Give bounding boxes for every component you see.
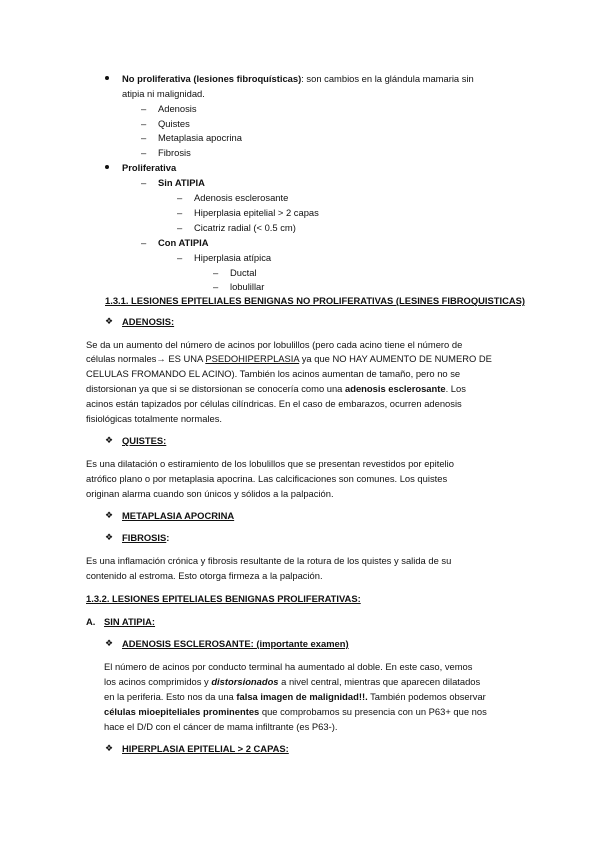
bullet-icon bbox=[105, 76, 109, 80]
no-proliferativa-label: No proliferativa (lesiones fibroquísticas) bbox=[122, 73, 302, 84]
bullet-icon bbox=[105, 165, 109, 169]
list-item-fibrosis: Fibrosis bbox=[158, 147, 191, 158]
list-item-adenosis-esclerosante: Adenosis esclerosante bbox=[194, 192, 289, 203]
list-item-lobulillar: lobulillar bbox=[230, 281, 265, 292]
fibrosis-title: FIBROSIS: bbox=[122, 532, 170, 543]
section-heading-131: 1.3.1. LESIONES EPITELIALES BENIGNAS NO PROLIFERATIVAS (LESINES FIBROQUISTICAS) bbox=[105, 295, 526, 306]
no-proliferativa-line2: atipia ni malignidad. bbox=[122, 88, 205, 99]
fibrosis-line1: Es una inflamación crónica y fibrosis resultante de la rotura de los quistes y salida de su bbox=[86, 555, 452, 566]
ae-line4: células mioepiteliales prominentes que comprobamos su presencia con un P63+ que nos bbox=[104, 706, 487, 717]
dash-icon: – bbox=[213, 281, 219, 292]
ae-line2: los acinos comprimidos y distorsionados a nivel central, mientras que aparecen dilatados bbox=[104, 676, 481, 687]
dash-icon: – bbox=[141, 103, 147, 114]
subsection-a-letter: A. bbox=[86, 616, 96, 627]
adenosis-line5: acinos están tapizados por células cilíndricas. En el caso de embarazos, ocurren adenosis bbox=[86, 398, 462, 409]
list-item-metaplasia: Metaplasia apocrina bbox=[158, 132, 242, 143]
adenosis-line3: CELULAS FROMANDO EL ACINO). También los acinos aumentan de tamaño, pero no se bbox=[86, 368, 461, 379]
dash-icon: – bbox=[213, 267, 219, 278]
ae-line5: hace el D/D con el cáncer de mama infiltrante (es P63-). bbox=[104, 721, 338, 732]
no-proliferativa-line: No proliferativa (lesiones fibroquísticas): son cambios en la glándula mamaria sin bbox=[122, 73, 474, 84]
quistes-line2: atrófico plano o por metaplasia apocrina. Las calcificaciones son comunes. Los quistes bbox=[86, 473, 448, 484]
diamond-icon: ❖ bbox=[105, 316, 114, 326]
section-heading-132: 1.3.2. LESIONES EPITELIALES BENIGNAS PROLIFERATIVAS: bbox=[86, 593, 361, 604]
dash-icon: – bbox=[141, 177, 147, 188]
diamond-icon: ❖ bbox=[105, 510, 114, 520]
diamond-icon: ❖ bbox=[105, 638, 114, 648]
proliferativa-label: Proliferativa bbox=[122, 162, 177, 173]
dash-icon: – bbox=[141, 147, 147, 158]
adenosis-line4: distorsionan ya que si se distorsionan se conocería como una adenosis esclerosante. Los bbox=[86, 383, 466, 394]
dash-icon: – bbox=[141, 237, 147, 248]
adenosis-title: ADENOSIS: bbox=[122, 316, 175, 327]
list-item-cicatriz: Cicatriz radial (< 0.5 cm) bbox=[194, 222, 296, 233]
sin-atipia-label: Sin ATIPIA bbox=[158, 177, 205, 188]
metaplasia-title: METAPLASIA APOCRINA bbox=[122, 510, 235, 521]
dash-icon: – bbox=[141, 118, 147, 129]
list-item-ductal: Ductal bbox=[230, 267, 257, 278]
hiperplasia-title: HIPERPLASIA EPITELIAL > 2 CAPAS: bbox=[122, 743, 289, 754]
adenosis-line2: células normales→ ES UNA PSEDOHIPERPLASIA ya que NO HAY AUMENTO DE NUMERO DE bbox=[86, 353, 492, 364]
list-item-hiperplasia: Hiperplasia epitelial > 2 capas bbox=[194, 207, 319, 218]
list-item-adenosis: Adenosis bbox=[158, 103, 197, 114]
ae-line1: El número de acinos por conducto terminal ha aumentado al doble. En este caso, vemos bbox=[104, 661, 473, 672]
quistes-line3: originan alarma cuando son únicos y sólidos a la palpación. bbox=[86, 488, 334, 499]
list-item-quistes: Quistes bbox=[158, 118, 190, 129]
dash-icon: – bbox=[177, 222, 183, 233]
dash-icon: – bbox=[177, 192, 183, 203]
adenosis-line6: fisiológicas totalmente normales. bbox=[86, 413, 223, 424]
diamond-icon: ❖ bbox=[105, 435, 114, 445]
adenosis-esclerosante-title: ADENOSIS ESCLEROSANTE: (importante examen) bbox=[122, 638, 349, 649]
diamond-icon: ❖ bbox=[105, 532, 114, 542]
dash-icon: – bbox=[177, 252, 183, 263]
list-item-hiperplasia-atipica: Hiperplasia atípica bbox=[194, 252, 272, 263]
quistes-line1: Es una dilatación o estiramiento de los lobulillos que se presentan revestidos por epitelio bbox=[86, 458, 454, 469]
adenosis-line1: Se da un aumento del número de acinos por lobulillos (pero cada acino tiene el número de bbox=[86, 339, 463, 350]
diamond-icon: ❖ bbox=[105, 743, 114, 753]
subsection-a-title: SIN ATIPIA: bbox=[104, 616, 156, 627]
ae-line3: en la periferia. Esto nos da una falsa imagen de malignidad!!. También podemos observar bbox=[104, 691, 486, 702]
dash-icon: – bbox=[177, 207, 183, 218]
arrow-icon: → bbox=[156, 353, 166, 364]
con-atipia-label: Con ATIPIA bbox=[158, 237, 209, 248]
quistes-title: QUISTES: bbox=[122, 435, 167, 446]
dash-icon: – bbox=[141, 132, 147, 143]
fibrosis-line2: contenido al estroma. Esto otorga firmeza a la palpación. bbox=[86, 570, 323, 581]
